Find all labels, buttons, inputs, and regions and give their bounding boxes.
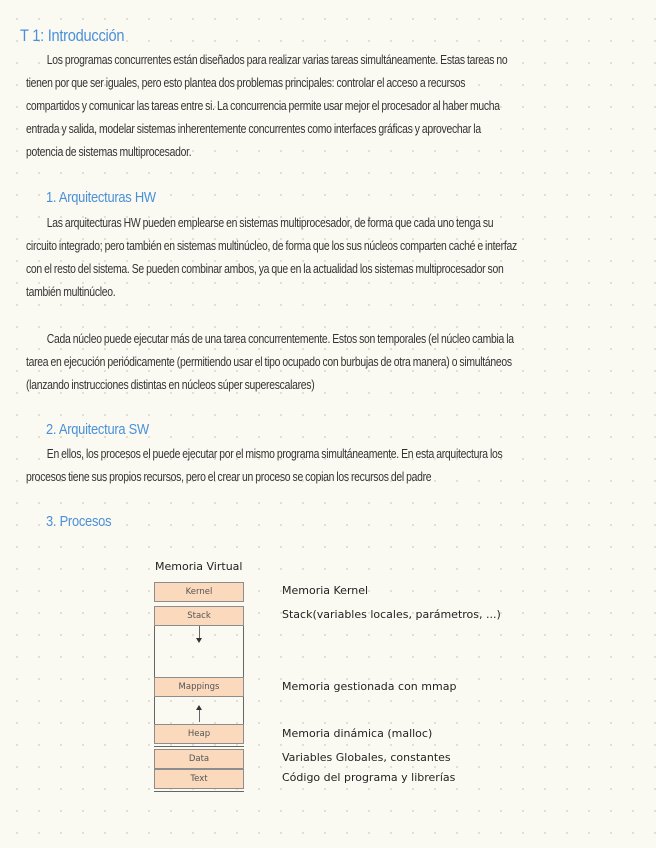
text-line: Las arquitecturas HW pueden emplearse en sistemas multiprocesador, de forma que cada uno tenga su bbox=[46, 215, 494, 230]
segment-text: Text bbox=[154, 769, 244, 789]
text-line: (lanzando instrucciones distintas en núcleos súper superescalares) bbox=[26, 377, 315, 392]
label-heap: Memoria dinámica (malloc) bbox=[282, 727, 433, 740]
label-data: Variables Globales, constantes bbox=[282, 751, 451, 764]
heap-growth-line bbox=[199, 710, 200, 722]
text-line: procesos tiene sus propios recursos, pero el crear un proceso se copian los recursos del padre bbox=[26, 469, 432, 484]
text-line: tienen por que ser iguales, pero esto plantea dos problemas principales: controlar el acceso a recursos bbox=[26, 75, 466, 90]
text-line: Cada núcleo puede ejecutar más de una tarea concurrentemente. Estos son temporales (el núcleo cambia la bbox=[46, 331, 514, 346]
text-line: también multinúcleo. bbox=[26, 284, 116, 299]
segment-kernel: Kernel bbox=[154, 582, 244, 602]
intro-paragraph bbox=[26, 48, 586, 163]
text-line: Los programas concurrentes están diseñados para realizar varias tareas simultáneamente. Estas tareas no bbox=[46, 52, 508, 67]
arrow-down-icon bbox=[196, 638, 202, 643]
divider bbox=[154, 746, 244, 747]
label-stack: Stack(variables locales, parámetros, ...) bbox=[282, 608, 501, 621]
text-line: potencia de sistemas multiprocesador. bbox=[26, 144, 192, 159]
label-text: Código del programa y librerías bbox=[282, 771, 456, 784]
text-line: compartidos y comunicar las tareas entre si. La concurrencia permite usar mejor el procesador al haber mucha bbox=[26, 98, 500, 113]
text-line: entrada y salida, modelar sistemas inherentemente concurrentes como interfaces gráficas y aprovechar la bbox=[26, 121, 481, 136]
text-line: circuito integrado; pero también en sistemas multinúcleo, de forma que los sus núcleos comparten caché e interfaz bbox=[26, 238, 517, 253]
section-heading-sw: 2. Arquitectura SW bbox=[46, 421, 149, 438]
diagram-left-border bbox=[154, 697, 155, 725]
text-line: tarea en ejecución periódicamente (permitiendo usar el tipo ocupado con burbujas de otra manera) o simultáneos bbox=[26, 354, 512, 369]
page-title: T 1: Introducción bbox=[20, 26, 125, 45]
segment-mappings: Mappings bbox=[154, 677, 244, 697]
sw-paragraph bbox=[26, 442, 586, 488]
segment-stack: Stack bbox=[154, 606, 244, 626]
segment-data: Data bbox=[154, 749, 244, 769]
diagram-left-border bbox=[154, 626, 155, 678]
hw-paragraph-2 bbox=[26, 327, 586, 396]
label-mappings: Memoria gestionada con mmap bbox=[282, 680, 457, 693]
divider bbox=[154, 791, 244, 792]
hw-paragraph-1 bbox=[26, 211, 586, 303]
diagram-right-border bbox=[243, 697, 244, 725]
text-line: En ellos, los procesos el puede ejecutar por el mismo programa simultáneamente. En esta arquitectura los bbox=[46, 446, 503, 461]
section-heading-procesos: 3. Procesos bbox=[46, 513, 112, 530]
diagram-right-border bbox=[243, 626, 244, 678]
text-line: con el resto del sistema. Se pueden combinar ambos, ya que en la actualidad los sistemas multiprocesador son bbox=[26, 261, 504, 276]
memory-diagram-title: Memoria Virtual bbox=[155, 560, 243, 573]
label-kernel: Memoria Kernel bbox=[282, 584, 369, 597]
segment-heap: Heap bbox=[154, 724, 244, 744]
section-heading-hw: 1. Arquitecturas HW bbox=[46, 189, 156, 206]
